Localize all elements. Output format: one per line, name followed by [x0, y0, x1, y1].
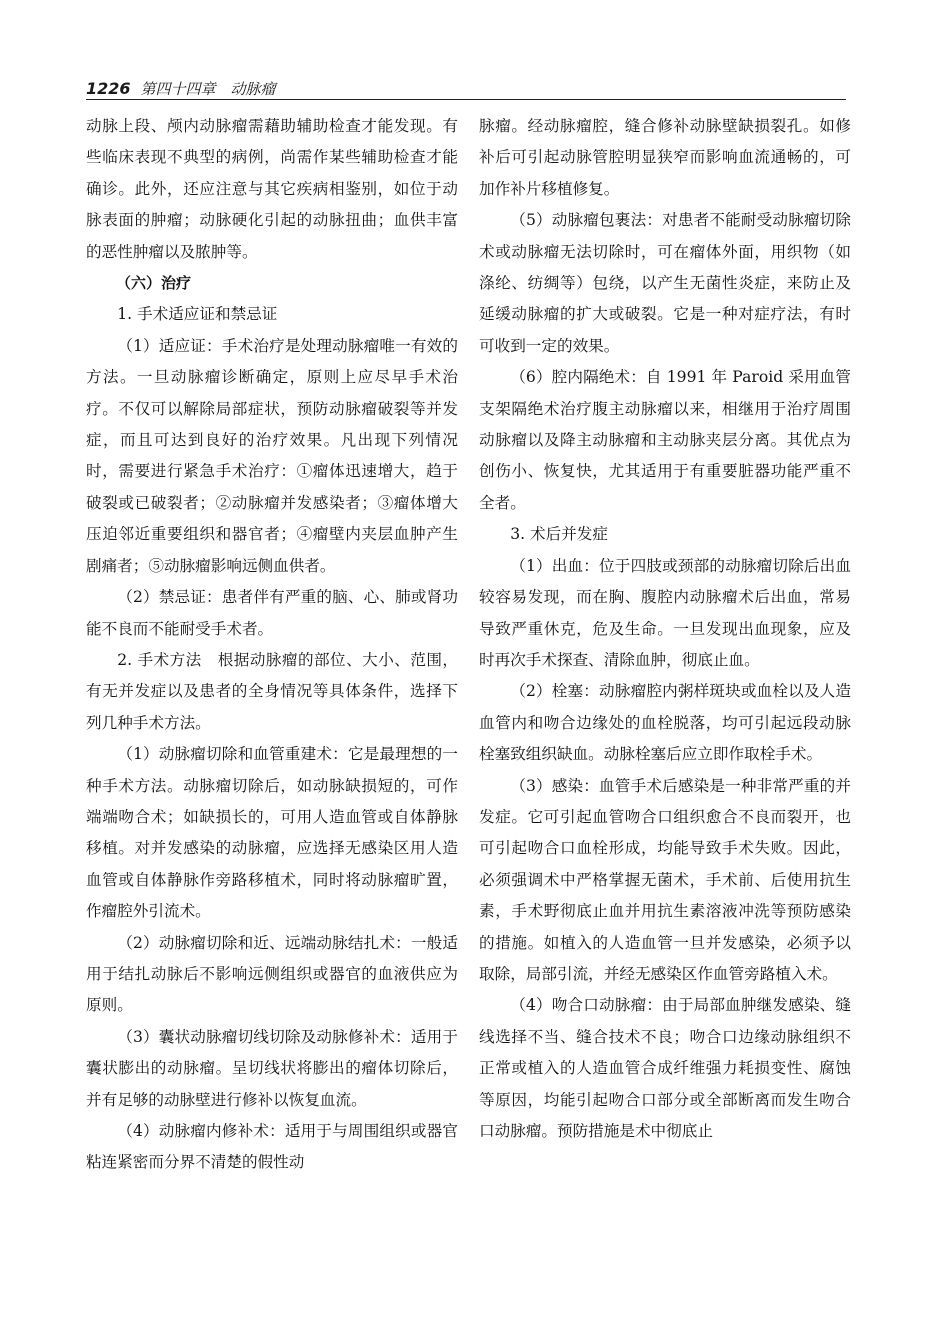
paragraph: （3）囊状动脉瘤切线切除及动脉修补术：适用于囊状膨出的动脉瘤。呈切线状将膨出的瘤体切除后，并有足够的动脉壁进行修补以恢复血流。	[86, 1027, 458, 1109]
running-header	[86, 78, 844, 100]
subsection-heading: 1. 手术适应证和禁忌证	[117, 305, 278, 324]
paragraph: （2）动脉瘤切除和近、远端动脉结扎术：一般适用于结扎动脉后不影响远侧组织或器官的血液供应为原则。	[86, 933, 458, 1015]
paragraph: （2）禁忌证：患者伴有严重的脑、心、肺或肾功能不良而不能耐受手术者。	[86, 588, 458, 638]
paragraph: 脉瘤。经动脉瘤腔，缝合修补动脉壁缺损裂孔。如修补后可引起动脉管腔明显狭窄而影响血流通畅的，可加作补片移植修复。	[479, 117, 851, 198]
paragraph: （1）动脉瘤切除和血管重建术：它是最理想的一种手术方法。动脉瘤切除后，如动脉缺损短的，可作端端吻合术；如缺损长的，可用人造血管或自体静脉移植。对并发感染的动脉瘤，应选择无感染区用人造血管或自体静脉作旁路移植术，同时将动脉瘤旷置，作瘤腔外引流术。	[86, 745, 458, 921]
paragraph: （5）动脉瘤包裹法：对患者不能耐受动脉瘤切除术或动脉瘤无法切除时，可在瘤体外面，用织物（如涤纶、纺绸等）包绕，以产生无菌性炎症，来防止及延缓动脉瘤的扩大或破裂。它是一种对症疗法，有时可收到一定的效果。	[479, 211, 851, 355]
section-heading: （六）治疗	[116, 274, 192, 293]
subsection-heading: 3. 术后并发症	[510, 525, 608, 544]
paragraph: （6）腔内隔绝术：自 1991 年 Paroid 采用血管支架隔绝术治疗腹主动脉瘤以来，相继用于治疗周围动脉瘤以及降主动脉瘤和主动脉夹层分离。其优点为创伤小、恢复快，尤其适用于有重要脏器功能严重不全者。	[479, 368, 851, 512]
paragraph: （3）感染：血管手术后感染是一种非常严重的并发症。它可引起血管吻合口组织愈合不良而裂开，也可引起吻合口血栓形成，均能导致手术失败。因此，必须强调术中严格掌握无菌术，手术前、后使用抗生素，手术野彻底止血并用抗生素溶液冲洗等预防感染的措施。如植入的人造血管一旦并发感染，必须予以取除，局部引流，并经无感染区作血管旁路植入术。	[479, 776, 851, 983]
paragraph: 动脉上段、颅内动脉瘤需藉助辅助检查才能发现。有些临床表现不典型的病例，尚需作某些辅助检查才能确诊。此外，还应注意与其它疾病相鉴别，如位于动脉表面的肿瘤；动脉硬化引起的动脉扭曲；血供丰富的恶性肿瘤以及脓肿等。	[86, 117, 458, 261]
header-rule	[86, 99, 846, 100]
paragraph: （4）动脉瘤内修补术：适用于与周围组织或器官粘连紧密而分界不清楚的假性动	[86, 1122, 458, 1172]
left-column	[86, 111, 458, 1179]
page-number: 1226	[86, 79, 131, 98]
right-column	[479, 111, 851, 1147]
paragraph: 2. 手术方法 根据动脉瘤的部位、大小、范围，有无并发症以及患者的全身情况等具体条件，选择下列几种手术方法。	[86, 650, 458, 732]
chapter-title: 第四十四章 动脉瘤	[140, 80, 276, 98]
paragraph: （4）吻合口动脉瘤：由于局部血肿继发感染、缝线选择不当、缝合技术不良；吻合口边缘动脉组织不正常或植入的人造血管合成纤维强力耗损变性、腐蚀等原因，均能引起吻合口部分或全部断离而发生吻合口动脉瘤。预防措施是术中彻底止	[479, 996, 851, 1140]
paragraph: （2）栓塞：动脉瘤腔内粥样斑块或血栓以及人造血管内和吻合边缘处的血栓脱落，均可引起远段动脉栓塞致组织缺血。动脉栓塞后应立即作取栓手术。	[479, 682, 851, 764]
paragraph: （1）适应证：手术治疗是处理动脉瘤唯一有效的方法。一旦动脉瘤诊断确定，原则上应尽早手术治疗。不仅可以解除局部症状，预防动脉瘤破裂等并发症，而且可达到良好的治疗效果。凡出现下列情况时，需要进行紧急手术治疗：①瘤体迅速增大，趋于破裂或已破裂者；②动脉瘤并发感染者；③瘤体增大压迫邻近重要组织和器官者；④瘤壁内夹层血肿产生剧痛者；⑤动脉瘤影响远侧血供者。	[86, 336, 458, 575]
paragraph: （1）出血：位于四肢或颈部的动脉瘤切除后出血较容易发现，而在胸、腹腔内动脉瘤术后出血，常易导致严重休克，危及生命。一旦发现出血现象，应及时再次手术探查、清除血肿，彻底止血。	[479, 556, 851, 669]
